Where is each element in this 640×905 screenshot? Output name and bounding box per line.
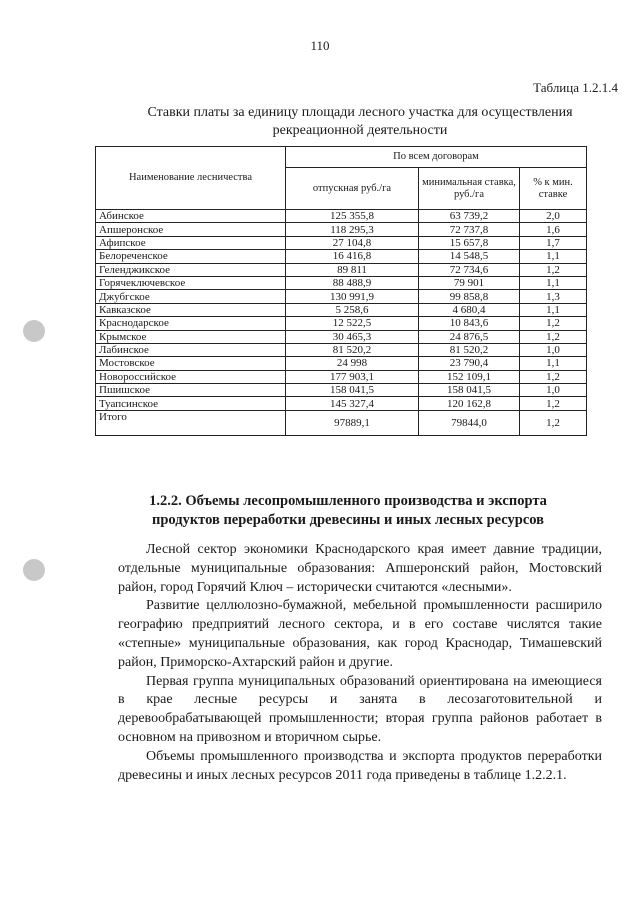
forestry-name: Белореченское xyxy=(96,250,286,263)
percent: 1,2 xyxy=(520,397,587,410)
percent: 1,1 xyxy=(520,303,587,316)
forestry-name: Краснодарское xyxy=(96,317,286,330)
min-rate: 14 548,5 xyxy=(419,250,520,263)
min-rate: 63 739,2 xyxy=(419,210,520,223)
table-row xyxy=(96,276,587,289)
paragraph: Объемы промышленного производства и экспорта продуктов переработки древесины и иных лесных ресурсов 2011 года приведены в таблице 1.2.2.1. xyxy=(118,748,602,783)
table-row xyxy=(96,223,587,236)
table-row xyxy=(96,330,587,343)
min-rate: 15 657,8 xyxy=(419,236,520,249)
header-percent: % к мин. ставке xyxy=(520,168,587,210)
table-caption xyxy=(100,104,620,140)
table-row xyxy=(96,357,587,370)
table-row xyxy=(96,370,587,383)
forestry-name: Горячеключевское xyxy=(96,276,286,289)
table-row xyxy=(96,343,587,356)
rates-table xyxy=(95,146,587,436)
sale-price: 81 520,2 xyxy=(286,343,419,356)
min-rate: 99 858,8 xyxy=(419,290,520,303)
min-rate: 24 876,5 xyxy=(419,330,520,343)
forestry-name: Абинское xyxy=(96,210,286,223)
percent: 1,7 xyxy=(520,236,587,249)
table-row xyxy=(96,317,587,330)
min-rate: 72 737,8 xyxy=(419,223,520,236)
percent: 2,0 xyxy=(520,210,587,223)
min-rate: 72 734,6 xyxy=(419,263,520,276)
sale-price: 12 522,5 xyxy=(286,317,419,330)
min-rate: 79 901 xyxy=(419,276,520,289)
header-all-contracts: По всем договорам xyxy=(286,147,587,168)
page-number: 110 xyxy=(310,38,330,53)
table-row xyxy=(96,303,587,316)
percent: 1,0 xyxy=(520,384,587,397)
table-total-row xyxy=(96,410,587,435)
paragraph: Развитие целлюлозно-бумажной, мебельной промышленности расширило географию предприятий лесного сектора, и в его составе числятся такие «степные» муниципальные образования, как город Краснодар, Тимашевский район, Приморско-Ахтарский район и другие. xyxy=(118,598,602,670)
forestry-name: Новороссийское xyxy=(96,370,286,383)
body-text xyxy=(118,541,602,785)
table-row xyxy=(96,210,587,223)
percent: 1,2 xyxy=(520,263,587,276)
percent: 1,2 xyxy=(520,317,587,330)
forestry-name: Мостовское xyxy=(96,357,286,370)
paragraph: Лесной сектор экономики Краснодарского края имеет давние традиции, отдельные муниципальные образования: Апшеронский район, Мостовский район, город Горячий Ключ – исторически считаются «лесными». xyxy=(118,542,602,595)
percent: 1,1 xyxy=(520,357,587,370)
min-rate: 23 790,4 xyxy=(419,357,520,370)
table-row xyxy=(96,384,587,397)
sale-price: 158 041,5 xyxy=(286,384,419,397)
forestry-name: Пшишское xyxy=(96,384,286,397)
section-heading xyxy=(118,492,578,530)
sale-price: 16 416,8 xyxy=(286,250,419,263)
forestry-name: Геленджикское xyxy=(96,263,286,276)
forestry-name: Крымское xyxy=(96,330,286,343)
min-rate: 10 843,6 xyxy=(419,317,520,330)
header-forestry-name: Наименование лесничества xyxy=(96,147,286,210)
table-label: Таблица 1.2.1.4 xyxy=(533,80,618,95)
table-row xyxy=(96,397,587,410)
total-percent: 1,2 xyxy=(520,410,587,435)
percent: 1,1 xyxy=(520,250,587,263)
total-min-rate: 79844,0 xyxy=(419,410,520,435)
binder-hole-bottom xyxy=(23,559,45,581)
percent: 1,6 xyxy=(520,223,587,236)
total-sale-price: 97889,1 xyxy=(286,410,419,435)
min-rate: 81 520,2 xyxy=(419,343,520,356)
table-row xyxy=(96,290,587,303)
table-caption-line-1: Ставки платы за единицу площади лесного участка для осуществления xyxy=(147,105,573,120)
forestry-name: Джубгское xyxy=(96,290,286,303)
header-sale-price: отпускная руб./га xyxy=(286,168,419,210)
sale-price: 118 295,3 xyxy=(286,223,419,236)
sale-price: 145 327,4 xyxy=(286,397,419,410)
forestry-name: Афипское xyxy=(96,236,286,249)
sale-price: 177 903,1 xyxy=(286,370,419,383)
binder-hole-top xyxy=(23,320,45,342)
table-row xyxy=(96,236,587,249)
percent: 1,0 xyxy=(520,343,587,356)
sale-price: 89 811 xyxy=(286,263,419,276)
table-caption-line-2: рекреационной деятельности xyxy=(272,123,448,138)
percent: 1,2 xyxy=(520,370,587,383)
sale-price: 24 998 xyxy=(286,357,419,370)
forestry-name: Туапсинское xyxy=(96,397,286,410)
forestry-name: Лабинское xyxy=(96,343,286,356)
percent: 1,3 xyxy=(520,290,587,303)
sale-price: 5 258,6 xyxy=(286,303,419,316)
min-rate: 4 680,4 xyxy=(419,303,520,316)
sale-price: 88 488,9 xyxy=(286,276,419,289)
percent: 1,2 xyxy=(520,330,587,343)
section-heading-line-2: продуктов переработки древесины и иных лесных ресурсов xyxy=(151,512,545,528)
sale-price: 130 991,9 xyxy=(286,290,419,303)
min-rate: 120 162,8 xyxy=(419,397,520,410)
sale-price: 125 355,8 xyxy=(286,210,419,223)
table-row xyxy=(96,263,587,276)
table-row xyxy=(96,250,587,263)
forestry-name: Апшеронское xyxy=(96,223,286,236)
header-min-rate: минимальная ставка, руб./га xyxy=(419,168,520,210)
section-heading-line-1: 1.2.2. Объемы лесопромышленного производства и экспорта xyxy=(149,493,547,509)
total-label: Итого xyxy=(96,410,286,435)
sale-price: 30 465,3 xyxy=(286,330,419,343)
min-rate: 158 041,5 xyxy=(419,384,520,397)
paragraph: Первая группа муниципальных образований ориентирована на имеющиеся в крае лесные ресурсы и занята в лесозаготовительной и деревообрабатывающей промышленности; вторая группа районов работает в основном на привозном и вторичном сырье. xyxy=(118,673,602,745)
percent: 1,1 xyxy=(520,276,587,289)
sale-price: 27 104,8 xyxy=(286,236,419,249)
min-rate: 152 109,1 xyxy=(419,370,520,383)
forestry-name: Кавказское xyxy=(96,303,286,316)
